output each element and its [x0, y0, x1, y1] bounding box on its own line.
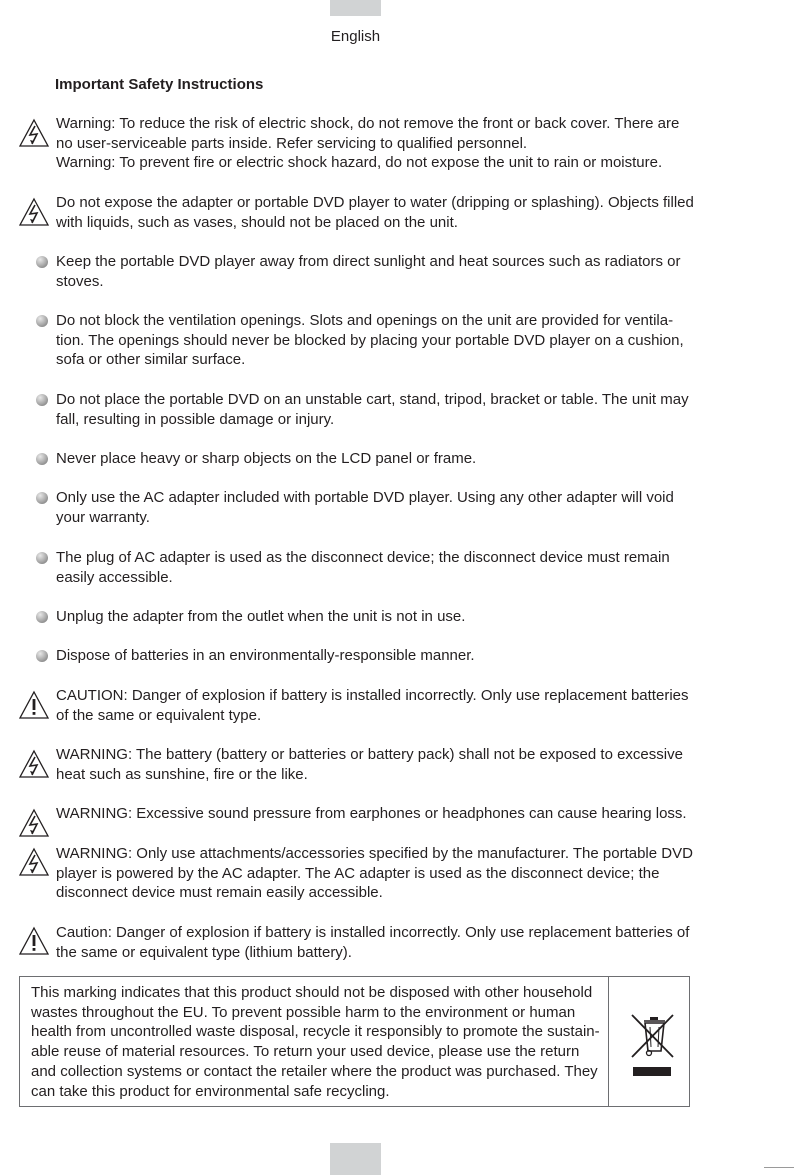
safety-item-13: WARNING: Excessive sound pressure from earphones or headphones can cause hearing loss. [56, 805, 687, 822]
section-title: Important Safety Instructions [55, 76, 264, 93]
page-tab-top [330, 0, 381, 16]
weee-notice-box [19, 976, 690, 1107]
bullet-icon [36, 315, 48, 327]
safety-item-11: CAUTION: Danger of explosion if battery is installed incorrectly. Only use replacement batteries of the same or equivalent type. [56, 687, 689, 724]
safety-item-3: Keep the portable DVD player away from direct sunlight and heat sources such as radiators or stoves. [56, 253, 681, 290]
shock-warning-icon [18, 808, 50, 838]
bullet-icon [36, 394, 48, 406]
safety-item-7: Only use the AC adapter included with portable DVD player. Using any other adapter will void your warranty. [56, 489, 674, 526]
bullet-icon [36, 492, 48, 504]
shock-warning-icon [18, 749, 50, 779]
safety-item-6: Never place heavy or sharp objects on the LCD panel or frame. [56, 450, 477, 467]
bullet-icon [36, 552, 48, 564]
safety-item-10: Dispose of batteries in an environmentally-responsible manner. [56, 647, 475, 664]
safety-item-2: Do not expose the adapter or portable DVD player to water (dripping or splashing). Objects filled with liquids, such as vases, should not be placed on the unit. [56, 194, 694, 231]
weee-notice-text: This marking indicates that this product should not be disposed with other household wastes throughout the EU. To prevent possible harm to the environment or human health from uncontrolled waste disposal, recycle it responsibly to promote the sustain-able reuse of material resources. To return your used device, please use the return and collection systems or contact the retailer where the product was purchased. They can take this product for environmental safe recycling. [31, 984, 600, 1100]
safety-item-0: Warning: To reduce the risk of electric shock, do not remove the front or back cover. There are no user-serviceable parts inside. Refer servicing to qualified personnel. [56, 115, 680, 152]
safety-item-12: WARNING: The battery (battery or batteries or battery pack) shall not be exposed to excessive heat such as sunshine, fire or the like. [56, 746, 683, 783]
bullet-icon [36, 650, 48, 662]
bullet-icon [36, 256, 48, 268]
crossed-out-wheelie-bin-icon [625, 1007, 680, 1079]
page-tab-bottom [330, 1143, 381, 1175]
corner-rule [764, 1167, 794, 1168]
caution-exclamation-icon [18, 926, 50, 956]
safety-item-14: WARNING: Only use attachments/accessories specified by the manufacturer. The portable DVD player is powered by the AC adapter. The AC adapter is used as the disconnect device; the disconnect device must remain easily accessible. [56, 845, 693, 902]
shock-warning-icon [18, 197, 50, 227]
bullet-icon [36, 611, 48, 623]
caution-exclamation-icon [18, 690, 50, 720]
safety-item-1: Warning: To prevent fire or electric shock hazard, do not expose the unit to rain or moisture. [56, 154, 663, 171]
shock-warning-icon [18, 118, 50, 148]
safety-item-9: Unplug the adapter from the outlet when the unit is not in use. [56, 608, 466, 625]
safety-item-5: Do not place the portable DVD on an unstable cart, stand, tripod, bracket or table. The unit may fall, resulting in possible damage or injury. [56, 391, 689, 428]
safety-item-4: Do not block the ventilation openings. Slots and openings on the unit are provided for ventila-tion. The openings should never be blocked by placing your portable DVD player on a cushion, sofa or other similar surface. [56, 312, 684, 369]
notice-divider [608, 977, 609, 1106]
safety-item-8: The plug of AC adapter is used as the disconnect device; the disconnect device must remain easily accessible. [56, 549, 670, 586]
language-label: English [330, 28, 381, 45]
bullet-icon [36, 453, 48, 465]
safety-item-15: Caution: Danger of explosion if battery is installed incorrectly. Only use replacement batteries of the same or equivalent type (lithium battery). [56, 924, 690, 961]
shock-warning-icon [18, 847, 50, 877]
